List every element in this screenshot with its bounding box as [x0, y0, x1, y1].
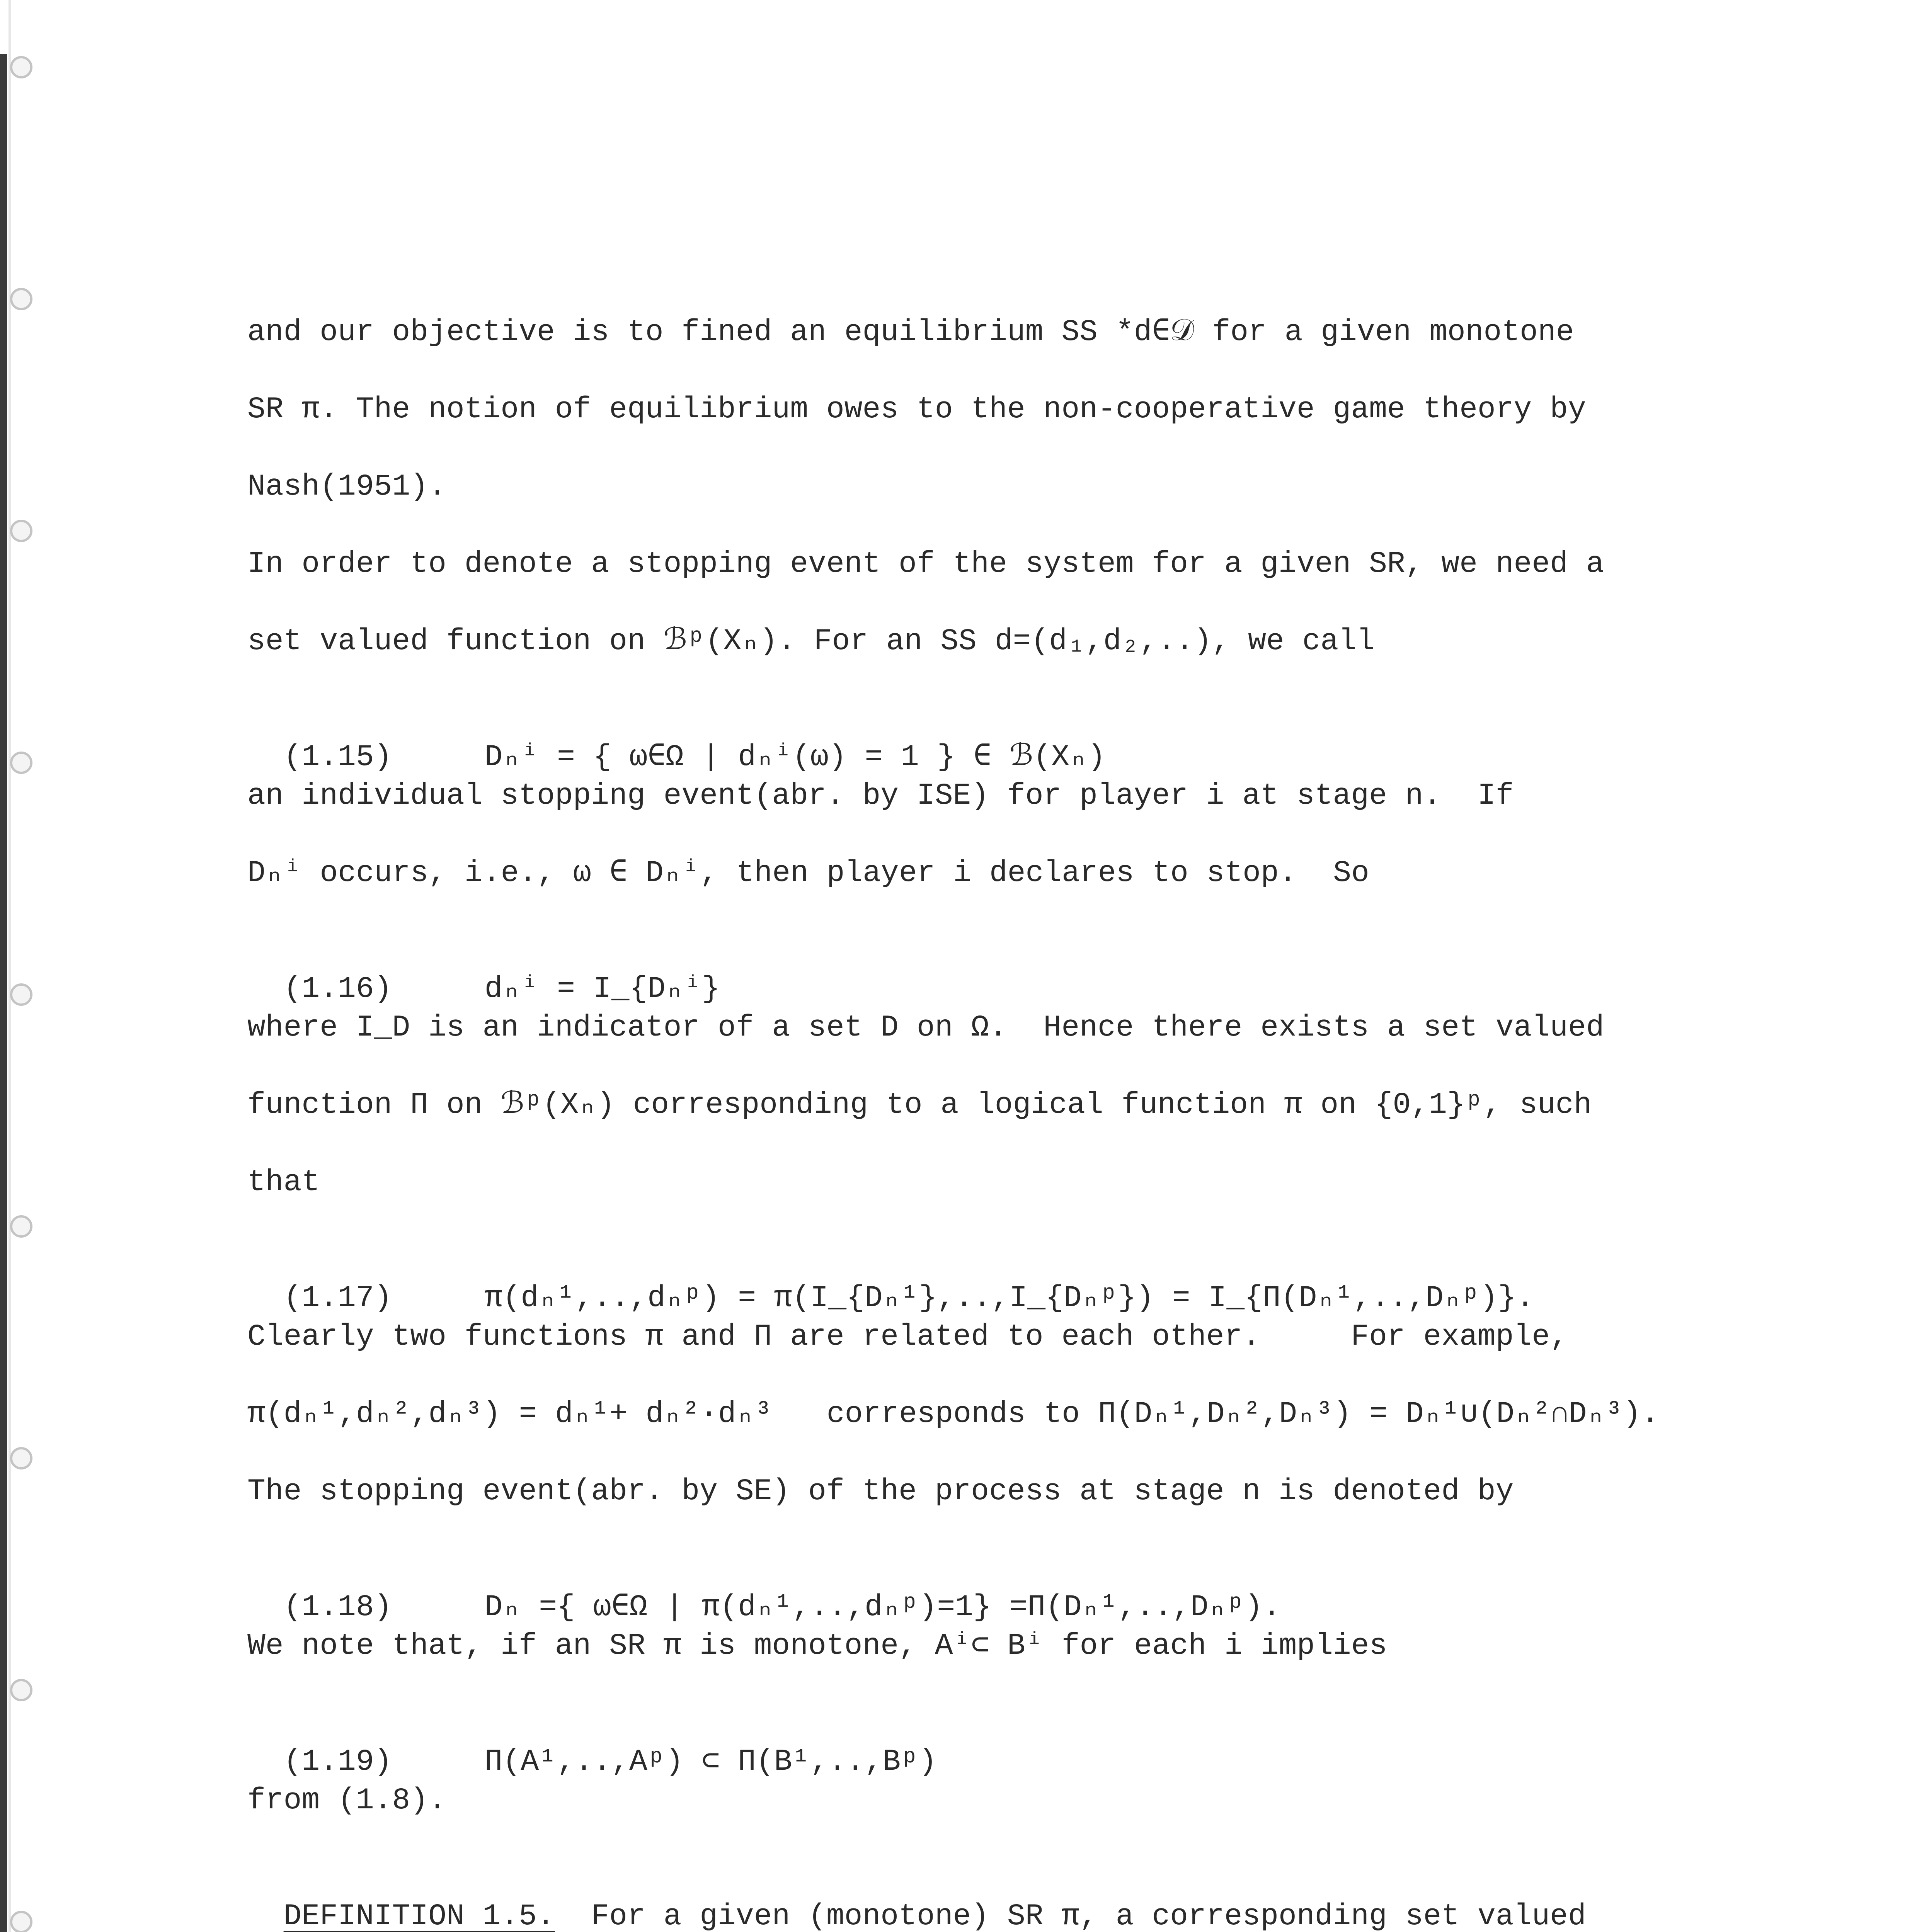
text-line: Clearly two functions π and Π are related to each other. For example, — [247, 1320, 1568, 1354]
punch-hole — [10, 752, 32, 774]
text-line: and our objective is to fined an equilibrium SS *d∈𝒟 for a given monotone — [247, 315, 1574, 349]
equation-body: Dₙⁱ = { ω∈Ω | dₙⁱ(ω) = 1 } ∈ ℬ(Xₙ) — [484, 740, 1106, 774]
text-line: where I_D is an indicator of a set D on Ω. Hence there exists a set valued — [247, 1011, 1604, 1045]
equation-body: Π(A¹,..,Aᵖ) ⊂ Π(B¹,..,Bᵖ) — [484, 1745, 937, 1779]
text-line: function Π on ℬᵖ(Xₙ) corresponding to a logical function π on {0,1}ᵖ, such — [247, 1088, 1592, 1122]
text-line: In order to denote a stopping event of the system for a given SR, we need a — [247, 547, 1604, 581]
text-line: The stopping event(abr. by SE) of the process at stage n is denoted by — [247, 1475, 1514, 1509]
equation-body: dₙⁱ = I_{Dₙⁱ} — [484, 972, 720, 1006]
punch-hole — [10, 288, 32, 310]
equation-1-17 — [247, 1240, 1534, 1318]
punch-hole — [10, 983, 32, 1006]
equation-1-18 — [247, 1549, 1281, 1627]
binder-shadow — [9, 0, 11, 1932]
text-line: from (1.8). — [247, 1784, 446, 1818]
text-line: that — [247, 1165, 320, 1199]
punch-hole — [10, 56, 32, 78]
punch-hole — [10, 1679, 32, 1701]
text-line: We note that, if an SR π is monotone, Aⁱ⊂ Bⁱ for each i implies — [247, 1629, 1388, 1663]
text-line: Nash(1951). — [247, 470, 446, 504]
equation-number: (1.17) — [283, 1281, 392, 1315]
equation-1-15 — [247, 699, 1106, 777]
equation-number: (1.18) — [283, 1590, 392, 1624]
text-line: SR π. The notion of equilibrium owes to the non-cooperative game theory by — [247, 393, 1586, 427]
binder-edge — [0, 54, 7, 1932]
equation-body: π(dₙ¹,..,dₙᵖ) = π(I_{Dₙ¹},..,I_{Dₙᵖ}) = I_{Π(Dₙ¹,..,Dₙᵖ)}. — [484, 1281, 1534, 1315]
equation-number: (1.19) — [283, 1745, 392, 1779]
equation-number: (1.15) — [283, 740, 392, 774]
equation-1-19 — [247, 1704, 937, 1781]
text-line: Dₙⁱ occurs, i.e., ω ∈ Dₙⁱ, then player i declares to stop. So — [247, 856, 1369, 890]
definition-title: DEFINITION 1.5. — [283, 1900, 555, 1932]
definition-line — [247, 1859, 1586, 1932]
equation-1-16 — [247, 931, 720, 1009]
punch-hole — [10, 1215, 32, 1238]
punch-hole — [10, 520, 32, 542]
equation-number: (1.16) — [283, 972, 392, 1006]
definition-text: For a given (monotone) SR π, a corresponding set valued — [555, 1900, 1586, 1932]
equation-body: Dₙ ={ ω∈Ω | π(dₙ¹,..,dₙᵖ)=1} =Π(Dₙ¹,..,Dₙᵖ). — [484, 1590, 1281, 1624]
punch-hole — [10, 1447, 32, 1469]
punch-hole — [10, 1911, 32, 1932]
text-line: π(dₙ¹,dₙ²,dₙ³) = dₙ¹+ dₙ²·dₙ³ corresponds to Π(Dₙ¹,Dₙ²,Dₙ³) = Dₙ¹∪(Dₙ²∩Dₙ³). — [247, 1397, 1659, 1431]
text-line: an individual stopping event(abr. by ISE) for player i at stage n. If — [247, 779, 1514, 813]
text-line: set valued function on ℬᵖ(Xₙ). For an SS d=(d₁,d₂,..), we call — [247, 624, 1375, 658]
